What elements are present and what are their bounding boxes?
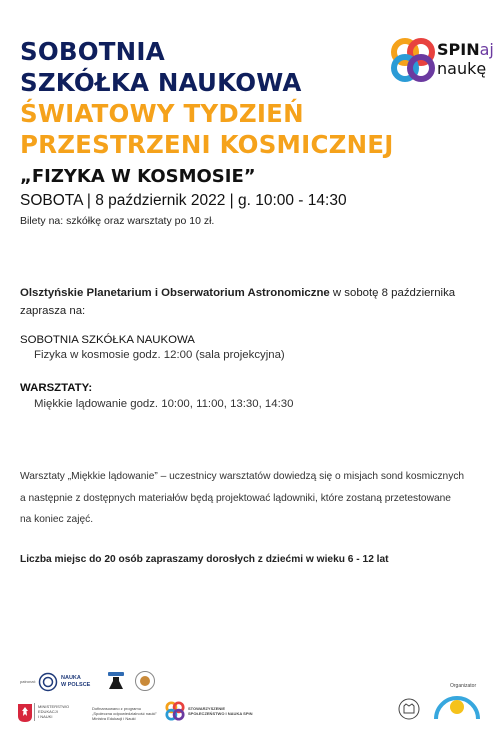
spin-association-logo-icon <box>165 701 185 721</box>
funding-l1: Dofinansowano z programu <box>92 706 141 711</box>
seal-logo-icon <box>134 670 156 692</box>
ministry-divider <box>34 703 35 721</box>
planetarium-logo-icon <box>432 691 482 721</box>
nauka-l1: NAUKA <box>61 675 81 681</box>
seats-info: Liczba miejsc do 20 osób zapraszamy dorosłych z dziećmi w wieku 6 - 12 lat <box>20 554 389 565</box>
intro-paragraph <box>20 284 475 320</box>
science-flask-logo-icon <box>106 671 126 691</box>
funding-text <box>92 706 157 721</box>
nauka-w-polsce-logo-icon <box>38 672 58 692</box>
partners-label: patronat: <box>20 679 36 684</box>
ministry-l2: EDUKACJI <box>38 709 58 714</box>
logo-aj: aj <box>479 40 494 59</box>
title-line-3: ŚWIATOWY TYDZIEŃ <box>20 99 304 128</box>
nauka-l2: W POLSCE <box>61 682 91 688</box>
logo-spin: SPIN <box>437 40 480 59</box>
spin-logo-mark-icon <box>391 38 435 82</box>
title-line-1: SOBOTNIA <box>20 37 165 66</box>
assoc-l2: SPOŁECZEŃSTWO I NAUKA SPiN <box>188 711 253 716</box>
title-line-4: PRZESTRZENI KOSMICZNEJ <box>20 130 394 159</box>
polish-eagle-emblem-icon <box>18 704 32 722</box>
event-dateline: SOBOTA | 8 październik 2022 | g. 10:00 - 14:30 <box>20 192 347 209</box>
workshop-desc-line-3: na koniec zajęć. <box>20 514 94 525</box>
school-section-item: Fizyka w kosmosie godz. 12:00 (sala projekcyjna) <box>34 349 285 361</box>
intro-rest: w sobotę 8 października zaprasza na: <box>20 287 456 317</box>
tickets-info: Bilety na: szkółkę oraz warsztaty po 10 zł. <box>20 215 215 227</box>
subtitle: „FIZYKA W KOSMOSIE” <box>20 166 256 187</box>
ministry-text <box>38 704 69 719</box>
logo-nauke: naukę <box>437 59 487 78</box>
olsztyn-crest-icon <box>398 698 420 720</box>
nauka-w-polsce-text <box>61 675 90 689</box>
intro-organization: Olsztyńskie Planetarium i Obserwatorium Astronomiczne <box>20 287 330 299</box>
spin-logo <box>391 38 494 82</box>
ministry-l3: I NAUKI <box>38 714 53 719</box>
workshop-desc-line-2: a następnie z dostępnych materiałów będą projektować lądowniki, które zostaną przetestowane <box>20 492 451 504</box>
school-section-title: SOBOTNIA SZKÓŁKA NAUKOWA <box>20 334 195 346</box>
workshops-section-title: WARSZTATY: <box>20 382 93 394</box>
association-text <box>188 706 253 716</box>
organizer-label: Organizator <box>450 683 477 689</box>
ministry-l1: MINISTERSTWO <box>38 704 70 709</box>
workshop-desc-line-1: Warsztaty „Miękkie lądowanie” – uczestnicy warsztatów dowiedzą się o misjach sond kosmicznych <box>20 471 465 482</box>
workshop-description <box>20 466 480 531</box>
assoc-l1: STOWARZYSZENIE <box>188 706 226 711</box>
title-line-2: SZKÓŁKA NAUKOWA <box>20 68 302 97</box>
title-block <box>20 36 394 187</box>
spin-logo-text <box>437 40 494 78</box>
funding-l2: „Społeczna odpowiedzialność nauki” <box>92 711 157 716</box>
funding-l3: Ministra Edukacji i Nauki <box>92 716 136 721</box>
workshops-section-item: Miękkie lądowanie godz. 10:00, 11:00, 13:30, 14:30 <box>34 398 294 410</box>
